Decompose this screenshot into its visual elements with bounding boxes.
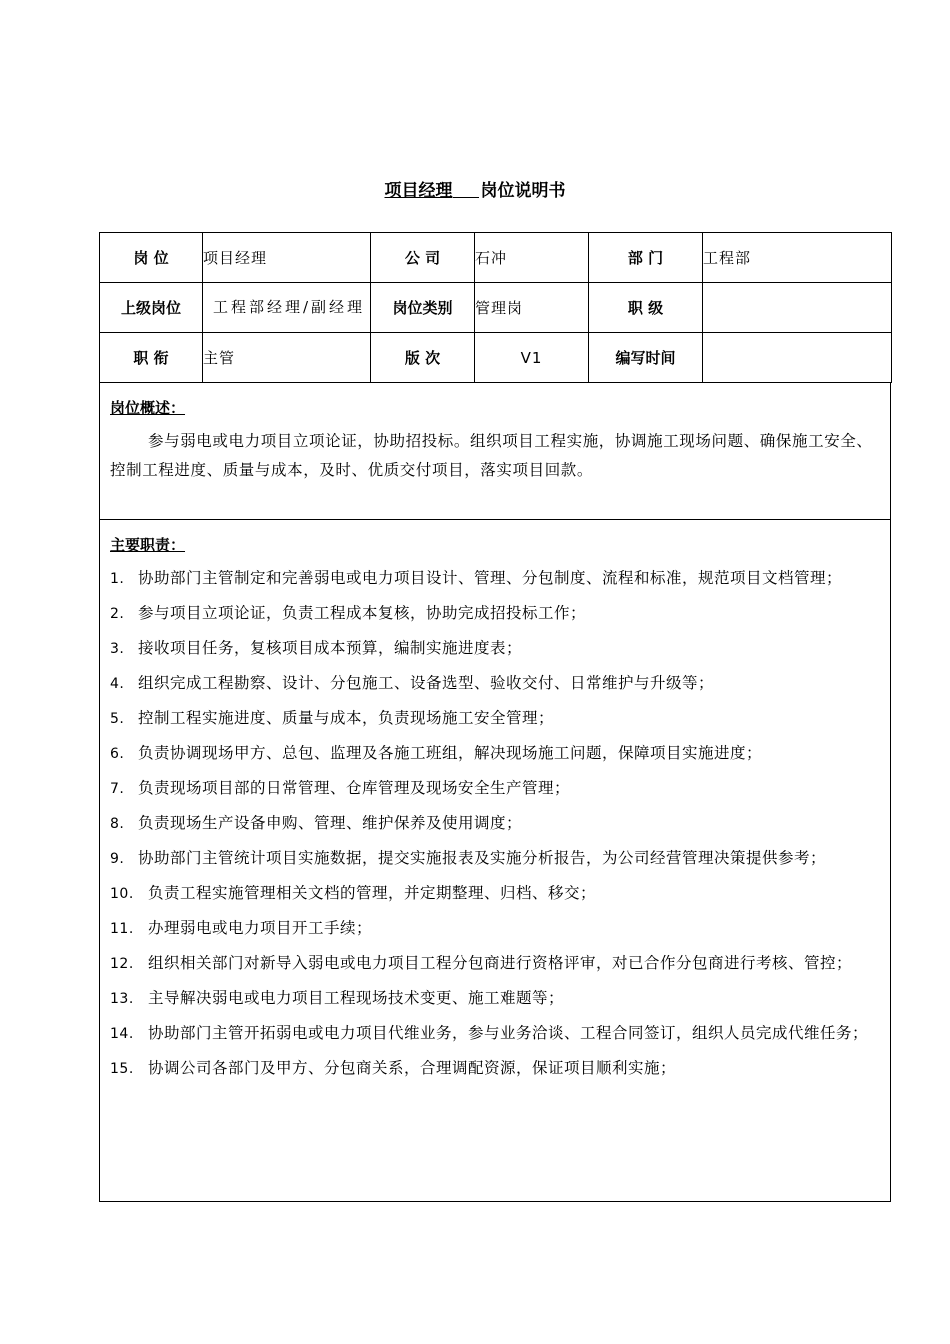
title-position-name: 项目经理	[384, 181, 453, 201]
title-underline-gap	[453, 183, 479, 198]
value-department: 工程部	[703, 233, 892, 283]
info-row-2	[100, 283, 892, 333]
label-written-date: 编写时间	[589, 333, 703, 383]
duty-item: 10. 负责工程实施管理相关文档的管理，并定期整理、归档、移交；	[110, 884, 597, 902]
label-position-category: 岗位类别	[371, 283, 475, 333]
duty-item: 7. 负责现场项目部的日常管理、仓库管理及现场安全生产管理；	[110, 779, 571, 797]
duty-item: 5. 控制工程实施进度、质量与成本，负责现场施工安全管理；	[110, 709, 555, 727]
duty-item: 8. 负责现场生产设备申购、管理、维护保养及使用调度；	[110, 814, 523, 832]
duty-item: 11. 办理弱电或电力项目开工手续；	[110, 919, 373, 937]
job-info-table	[99, 232, 892, 383]
summary-text: 参与弱电或电力项目立项论证，协助招投标。组织项目工程实施，协调施工现场问题、确保施工安全、控制工程进度、质量与成本，及时、优质交付项目，落实项目回款。	[110, 432, 873, 479]
value-title-rank: 主管	[203, 333, 371, 383]
duty-item: 13. 主导解决弱电或电力项目工程现场技术变更、施工难题等；	[110, 989, 565, 1007]
value-version: V1	[475, 333, 589, 383]
label-title-rank: 职 衔	[100, 333, 203, 383]
value-superior-position: 工程部经理/副经理	[203, 283, 371, 333]
summary-heading: 岗位概述：	[110, 399, 186, 417]
value-company: 石冲	[475, 233, 589, 283]
duty-item: 6. 负责协调现场甲方、总包、监理及各施工班组，解决现场施工问题，保障项目实施进度；	[110, 744, 763, 762]
duty-item: 9. 协助部门主管统计项目实施数据，提交实施报表及实施分析报告，为公司经营管理决策提供参考；	[110, 849, 827, 867]
duty-item: 15. 协调公司各部门及甲方、分包商关系，合理调配资源，保证项目顺利实施；	[110, 1059, 677, 1077]
info-row-3	[100, 333, 892, 383]
duty-item: 2. 参与项目立项论证，负责工程成本复核，协助完成招投标工作；	[110, 604, 587, 622]
title-doc-type: 岗位说明书	[480, 181, 566, 201]
page-title	[0, 176, 950, 201]
summary-section	[99, 383, 891, 520]
value-written-date	[703, 333, 892, 383]
label-department: 部 门	[589, 233, 703, 283]
value-position-category: 管理岗	[475, 283, 589, 333]
duties-heading: 主要职责：	[110, 536, 186, 554]
duty-item: 3. 接收项目任务，复核项目成本预算，编制实施进度表；	[110, 639, 523, 657]
value-position: 项目经理	[203, 233, 371, 283]
value-grade	[703, 283, 892, 333]
duty-item: 4. 组织完成工程勘察、设计、分包施工、设备选型、验收交付、日常维护与升级等；	[110, 674, 715, 692]
duties-section	[99, 519, 891, 1202]
label-superior-position: 上级岗位	[100, 283, 203, 333]
label-grade: 职 级	[589, 283, 703, 333]
label-position: 岗 位	[100, 233, 203, 283]
duty-item: 14. 协助部门主管开拓弱电或电力项目代维业务，参与业务洽谈、工程合同签订，组织人员完成代维任务；	[110, 1024, 869, 1042]
duty-item: 12. 组织相关部门对新导入弱电或电力项目工程分包商进行资格评审，对已合作分包商进行考核、管控；	[110, 954, 853, 972]
duties-list	[110, 566, 880, 1091]
label-version: 版 次	[371, 333, 475, 383]
info-row-1	[100, 233, 892, 283]
label-company: 公 司	[371, 233, 475, 283]
duty-item: 1. 协助部门主管制定和完善弱电或电力项目设计、管理、分包制度、流程和标准，规范项目文档管理；	[110, 569, 843, 587]
